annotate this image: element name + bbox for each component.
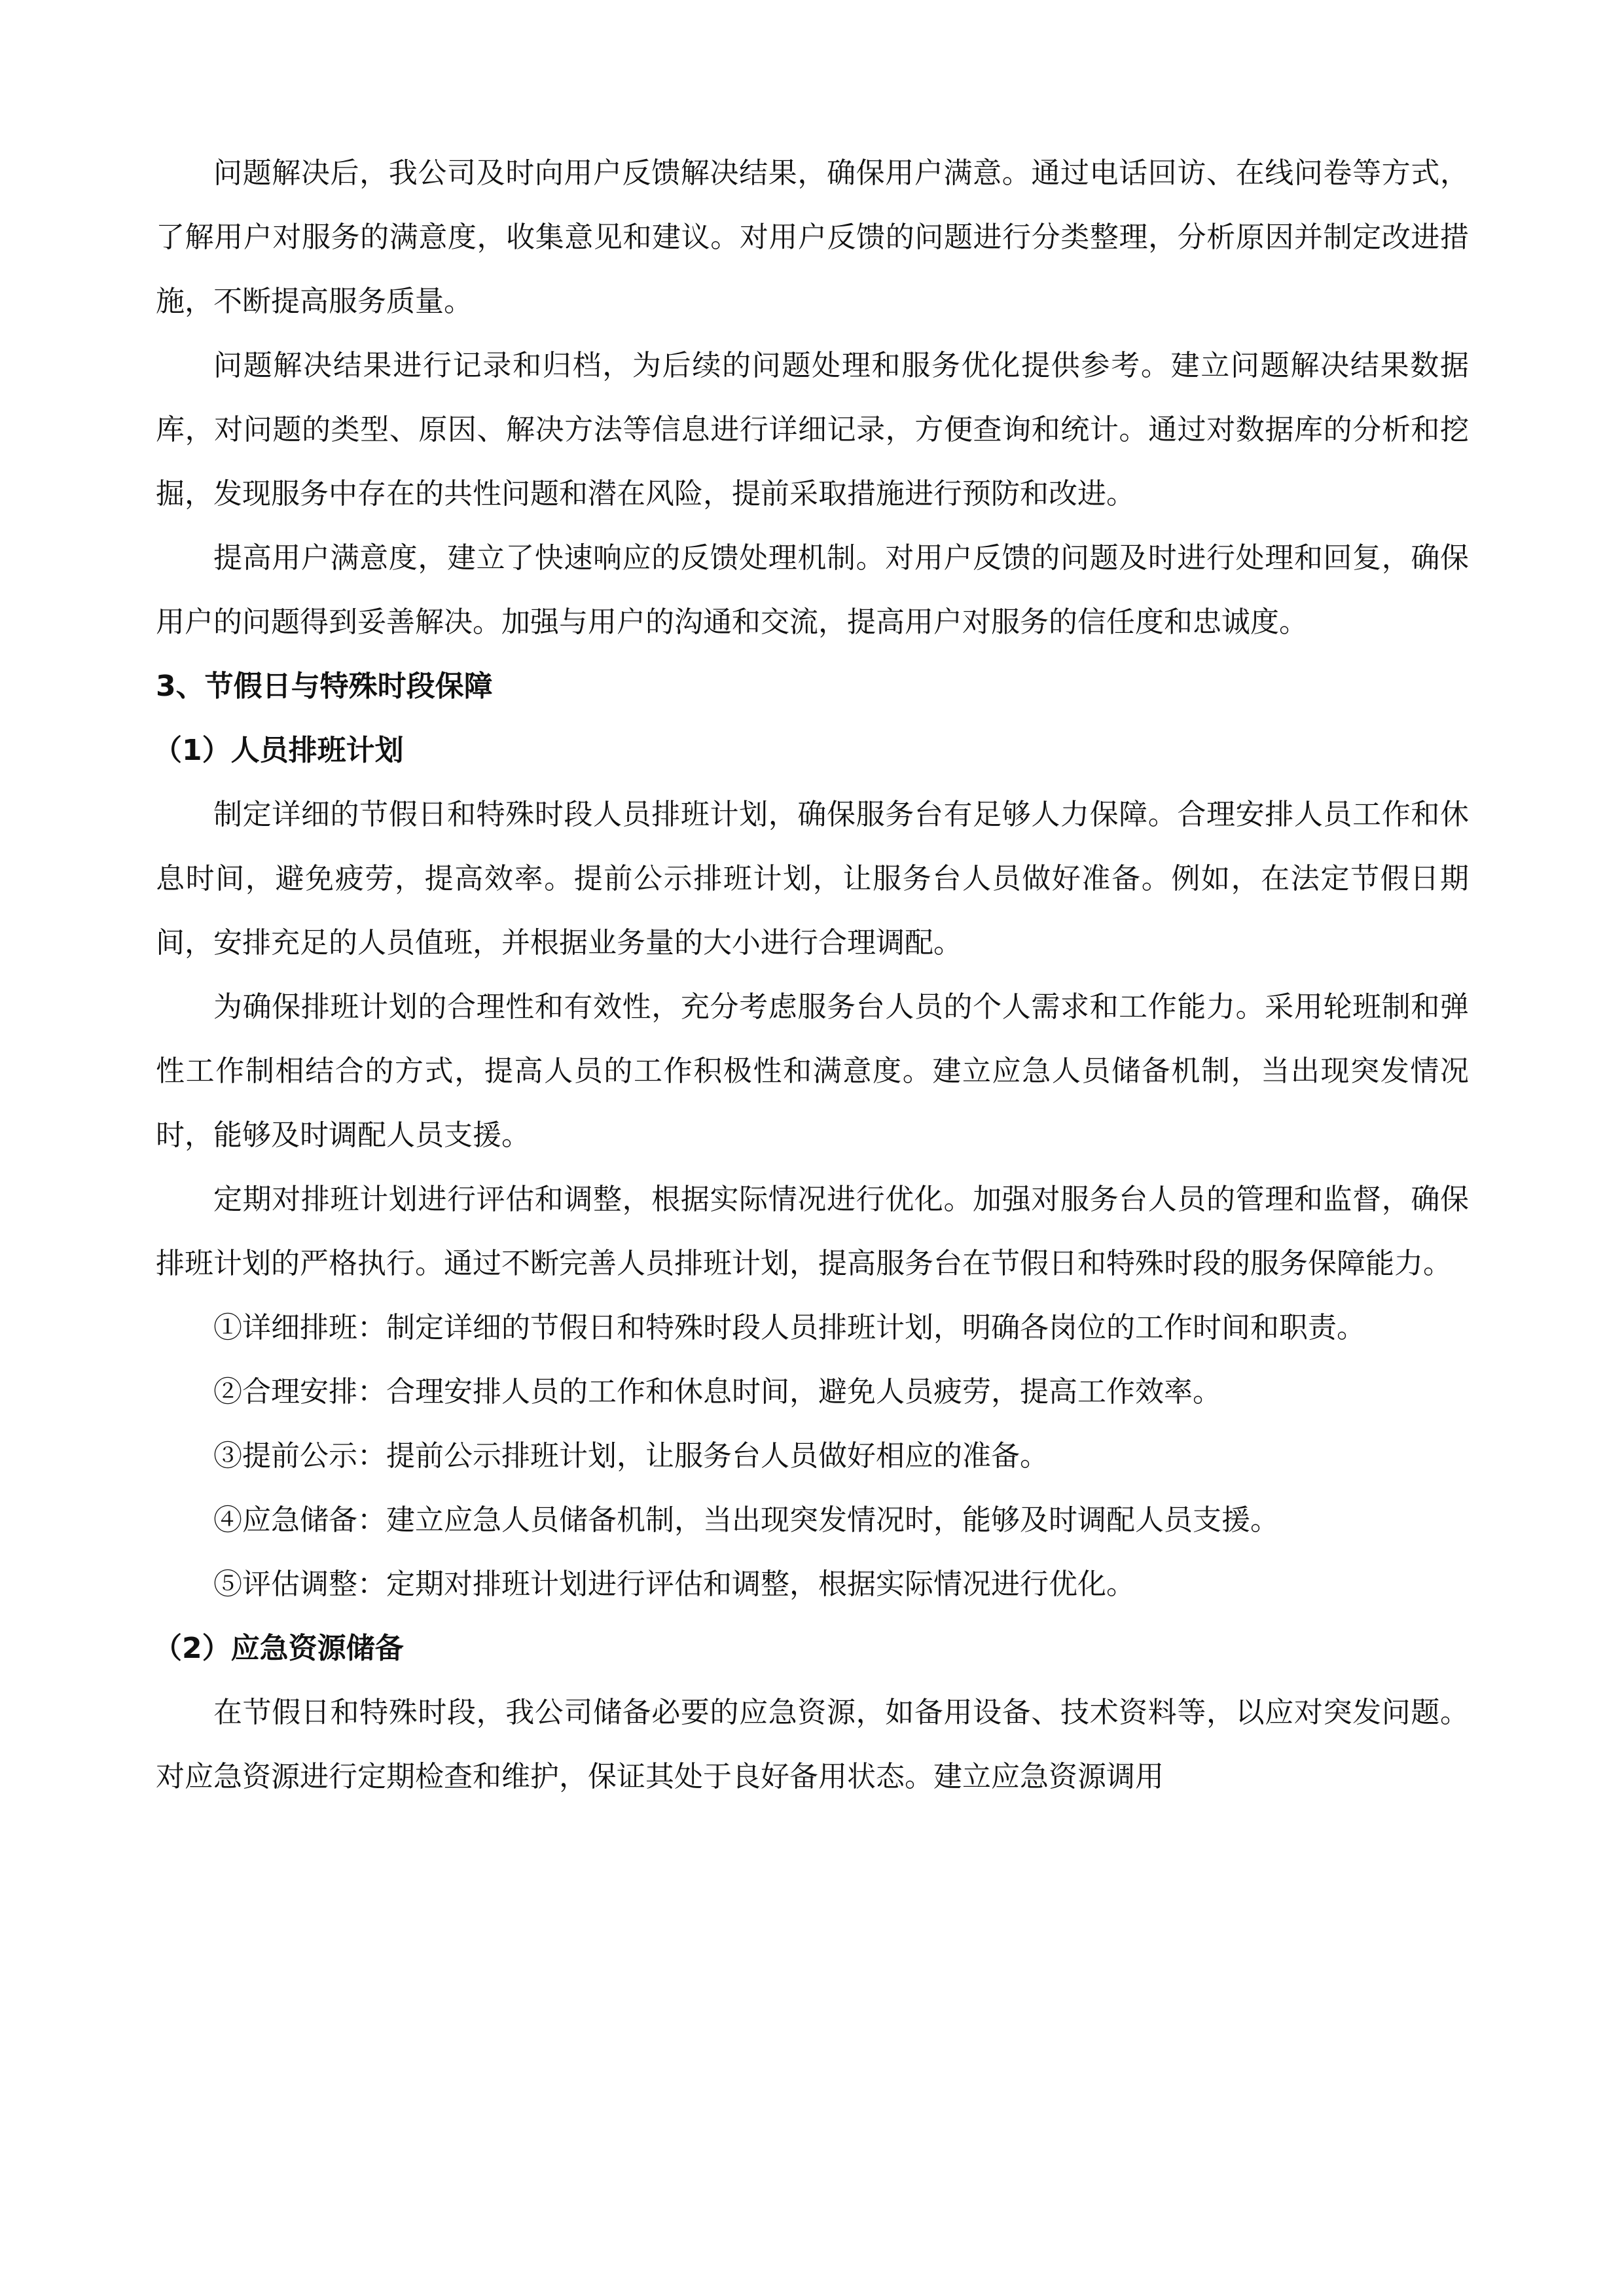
section-heading-holiday-support: 3、节假日与特殊时段保障 bbox=[156, 670, 493, 703]
paragraph-scheduling-rationality: 为确保排班计划的合理性和有效性，充分考虑服务台人员的个人需求和工作能力。采用轮班制和弹性工作制相结合的方式，提高人员的工作积极性和满意度。建立应急人员储备机制，当出现突发情况时，能够及时调配人员支援。 bbox=[156, 990, 1469, 1152]
paragraph-scheduling-evaluation: 定期对排班计划进行评估和调整，根据实际情况进行优化。加强对服务台人员的管理和监督，确保排班计划的严格执行。通过不断完善人员排班计划，提高服务台在节假日和特殊时段的服务保障能力。 bbox=[156, 1183, 1469, 1280]
paragraph-record-archive: 问题解决结果进行记录和归档，为后续的问题处理和服务优化提供参考。建立问题解决结果数据库，对问题的类型、原因、解决方法等信息进行详细记录，方便查询和统计。通过对数据库的分析和挖掘，发现服务中存在的共性问题和潜在风险，提前采取措施进行预防和改进。 bbox=[156, 349, 1469, 511]
list-item-evaluation-adjustment: ⑤评估调整：定期对排班计划进行评估和调整，根据实际情况进行优化。 bbox=[213, 1568, 1135, 1601]
paragraph-scheduling-plan: 制定详细的节假日和特殊时段人员排班计划，确保服务台有足够人力保障。合理安排人员工作和休息时间，避免疲劳，提高效率。提前公示排班计划，让服务台人员做好准备。例如，在法定节假日期间，安排充足的人员值班，并根据业务量的大小进行合理调配。 bbox=[156, 798, 1469, 960]
list-item-emergency-reserve: ④应急储备：建立应急人员储备机制，当出现突发情况时，能够及时调配人员支援。 bbox=[213, 1503, 1279, 1537]
document-body bbox=[153, 141, 1469, 1809]
paragraph-user-satisfaction: 提高用户满意度，建立了快速响应的反馈处理机制。对用户反馈的问题及时进行处理和回复，确保用户的问题得到妥善解决。加强与用户的沟通和交流，提高用户对服务的信任度和忠诚度。 bbox=[156, 541, 1469, 639]
subsection-heading-staff-scheduling: （1）人员排班计划 bbox=[153, 734, 404, 767]
list-item-advance-notice: ③提前公示：提前公示排班计划，让服务台人员做好相应的准备。 bbox=[213, 1439, 1049, 1473]
list-item-detailed-scheduling: ①详细排班：制定详细的节假日和特殊时段人员排班计划，明确各岗位的工作时间和职责。 bbox=[213, 1311, 1365, 1344]
subsection-heading-emergency-resources: （2）应急资源储备 bbox=[153, 1632, 404, 1665]
list-item-reasonable-arrangement: ②合理安排：合理安排人员的工作和休息时间，避免人员疲劳，提高工作效率。 bbox=[213, 1375, 1221, 1408]
paragraph-emergency-resources: 在节假日和特殊时段，我公司储备必要的应急资源，如备用设备、技术资料等，以应对突发问题。对应急资源进行定期检查和维护，保证其处于良好备用状态。建立应急资源调用 bbox=[156, 1696, 1469, 1793]
paragraph-feedback-results: 问题解决后，我公司及时向用户反馈解决结果，确保用户满意。通过电话回访、在线问卷等方式，了解用户对服务的满意度，收集意见和建议。对用户反馈的问题进行分类整理，分析原因并制定改进措施，不断提高服务质量。 bbox=[156, 156, 1469, 318]
